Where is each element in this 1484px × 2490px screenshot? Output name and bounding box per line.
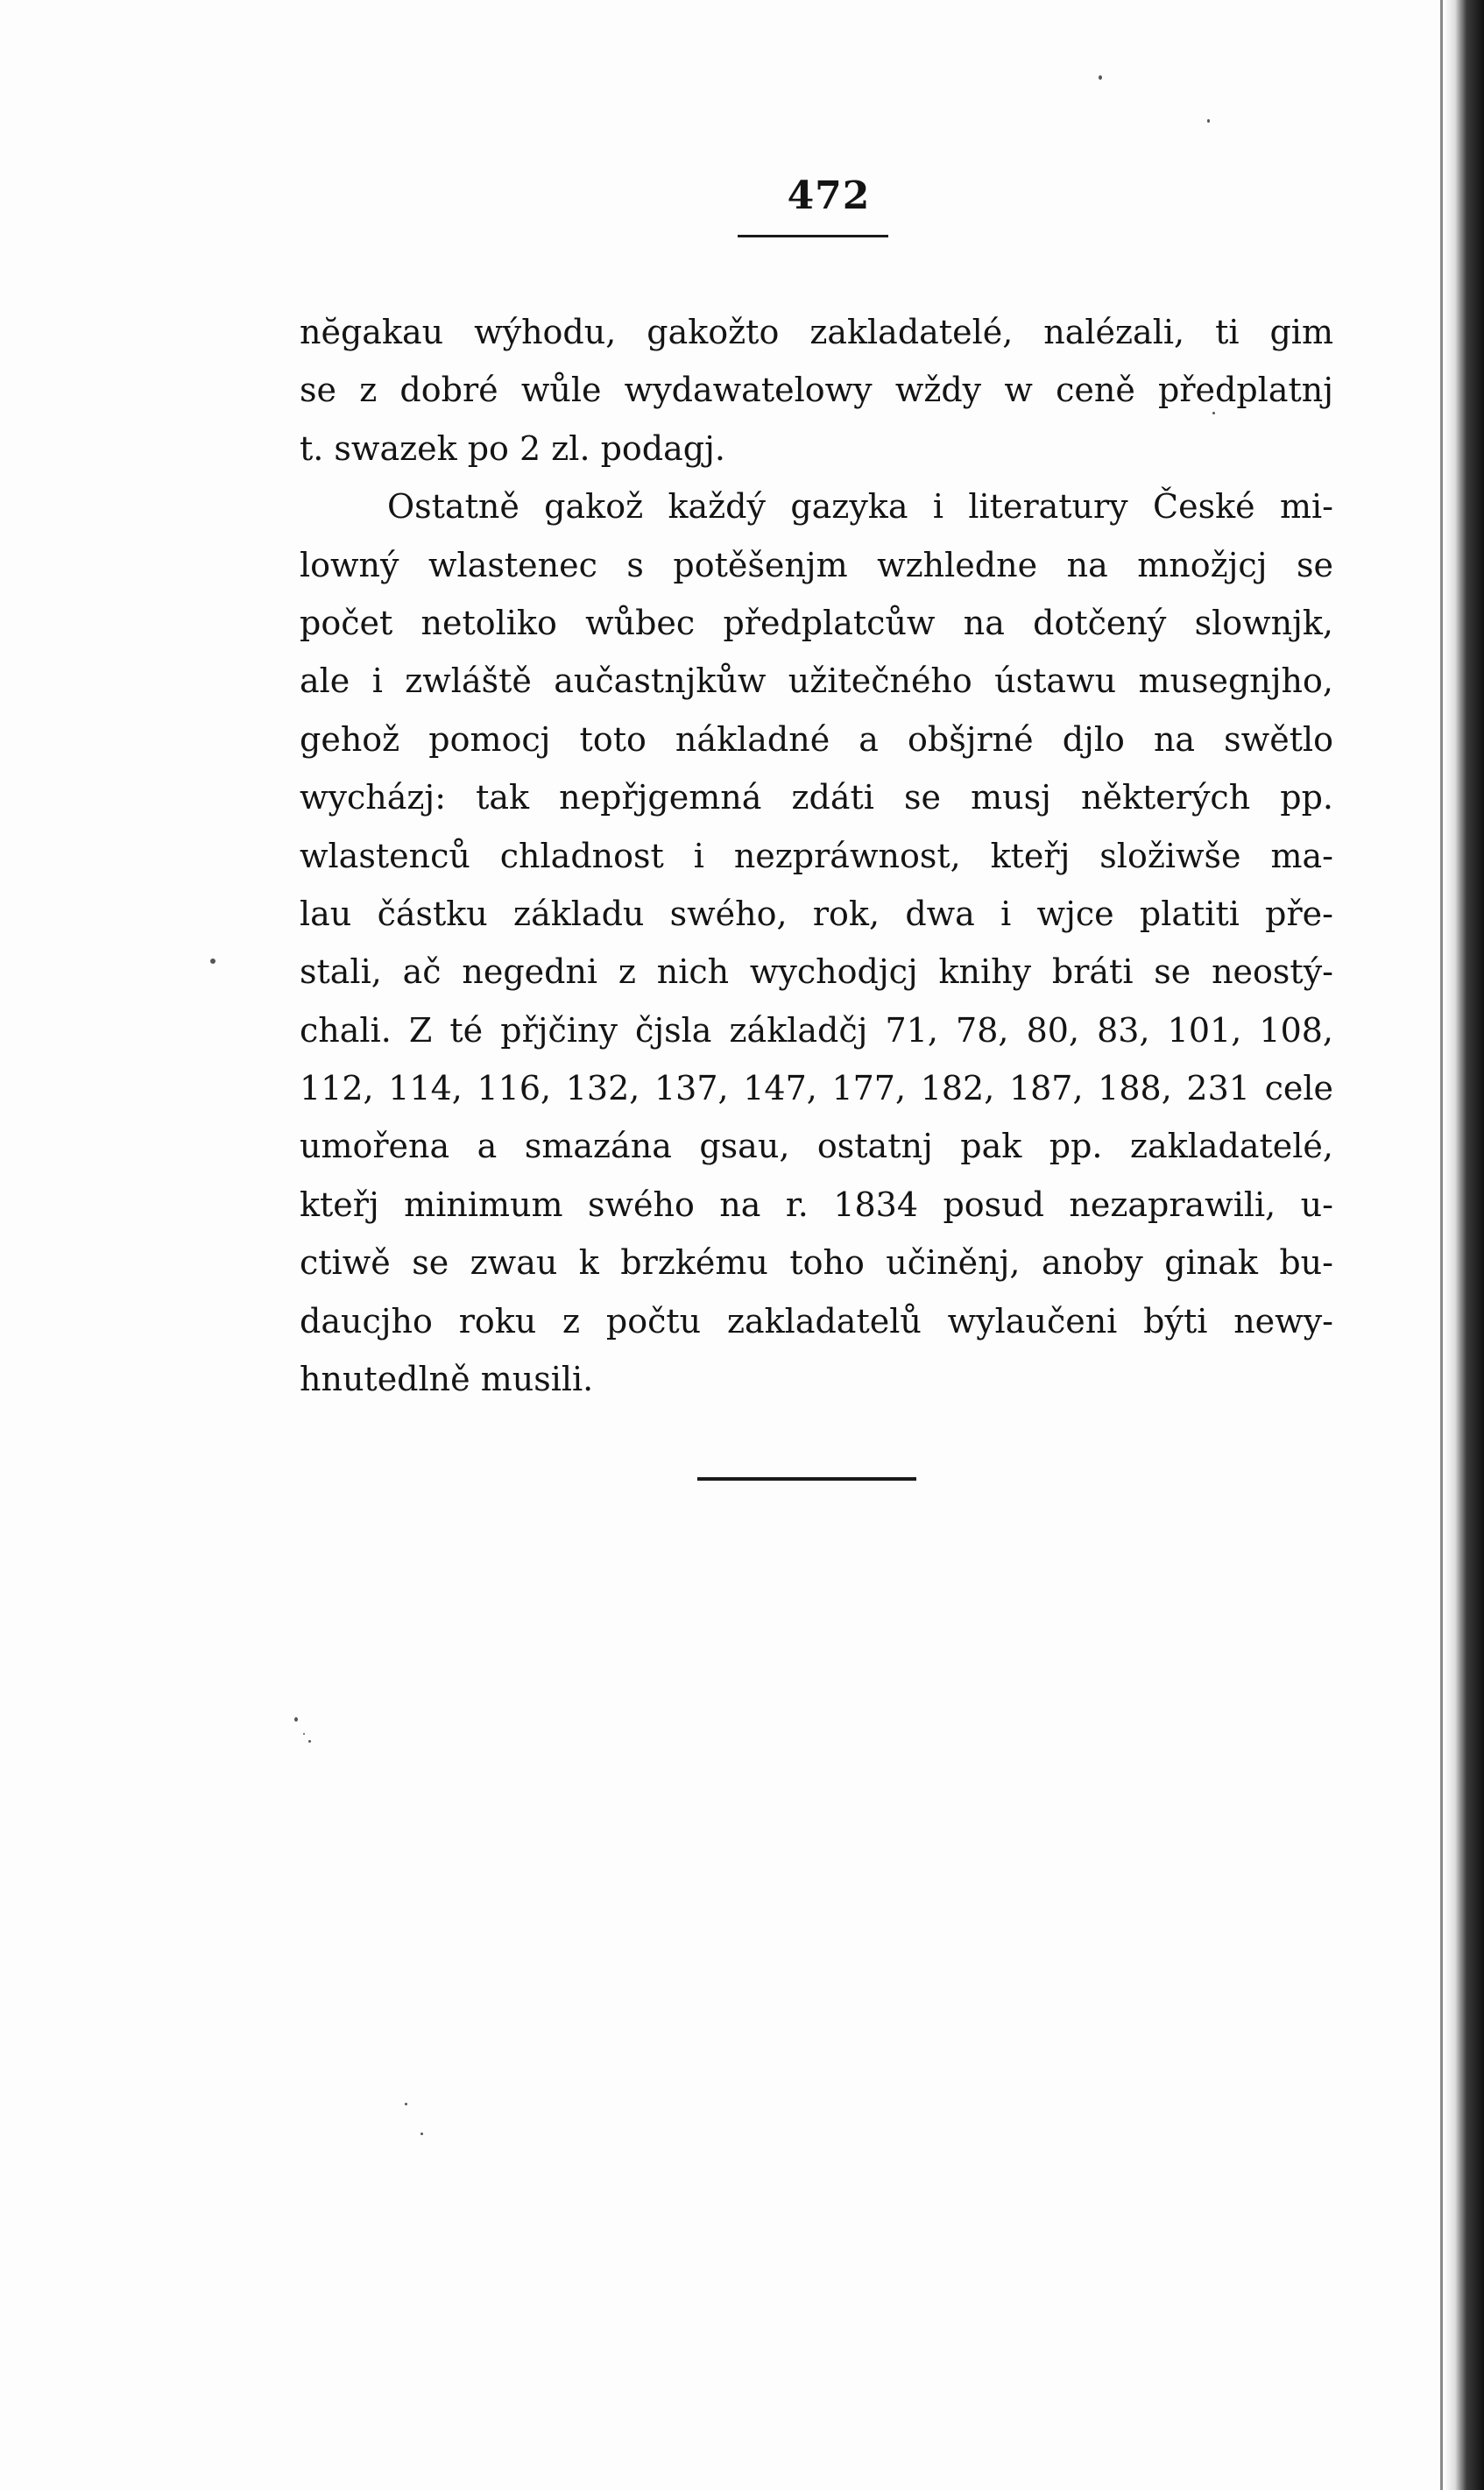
text-line: gehož pomocj toto nákladné a obšjrné djlo na swětlo — [300, 719, 1333, 759]
text-line: ctiwě se zwau k brzkému toho učiněnj, anoby ginak bu- — [300, 1243, 1333, 1283]
page-number: 472 — [787, 173, 871, 218]
text-line: lowný wlastenec s potěšenjm wzhledne na množjcj se — [300, 545, 1333, 584]
paragraph-first-line: Ostatně gakož každý gazyka i literatury České mi- — [387, 487, 1333, 527]
paper-speck — [1207, 119, 1210, 123]
page-number-rule — [738, 235, 888, 237]
text-line: počet netoliko wůbec předplatcůw na dotčený slownjk, — [300, 603, 1333, 642]
paper-speck — [308, 1740, 311, 1743]
paper-speck — [405, 2103, 407, 2105]
text-line: 112, 114, 116, 132, 137, 147, 177, 182, 187, 188, 231 cele — [300, 1069, 1333, 1108]
text-line: daucjho roku z počtu zakladatelů wylaučeni býti newy- — [300, 1301, 1333, 1340]
text-line: t. swazek po 2 zl. podagj. — [300, 428, 725, 468]
text-line: se z dobré wůle wydawatelowy wždy w ceně předplatnj — [300, 371, 1333, 410]
text-line: wlastenců chladnost i nezpráwnost, kteřj složiwše ma- — [300, 836, 1333, 875]
paper-speck — [1212, 412, 1215, 414]
end-rule — [697, 1477, 916, 1481]
text-line: umořena a smazána gsau, ostatnj pak pp. zakladatelé, — [300, 1127, 1333, 1166]
paper-speck — [210, 959, 216, 964]
paper-speck — [420, 2133, 423, 2135]
text-line: hnutedlně musili. — [300, 1360, 594, 1399]
text-line: kteřj minimum swého na r. 1834 posud nezaprawili, u- — [300, 1185, 1333, 1224]
text-line: nĕgakau wýhodu, gakožto zakladatelé, nalézali, ti gim — [300, 313, 1333, 351]
text-line: ale i zwláště aučastnjkůw užitečného ústawu musegnjho, — [300, 661, 1333, 701]
paper-speck — [294, 1717, 298, 1722]
page-edge-shadow — [1445, 0, 1484, 2490]
text-line: wycházj: tak nepřjgemná zdáti se musj některých pp. — [300, 778, 1333, 817]
body-text — [300, 303, 1333, 1408]
paper-speck — [303, 1733, 305, 1735]
paper-speck — [1099, 75, 1102, 80]
text-line: lau částku základu swého, rok, dwa i wjce platiti pře- — [300, 894, 1333, 933]
page-edge-shadow-line — [1440, 0, 1443, 2490]
text-line: stali, ač negedni z nich wychodjcj knihy bráti se neostý- — [300, 952, 1333, 992]
text-line: chali. Z té přjčiny čjsla základčj 71, 78, 80, 83, 101, 108, — [300, 1010, 1333, 1050]
